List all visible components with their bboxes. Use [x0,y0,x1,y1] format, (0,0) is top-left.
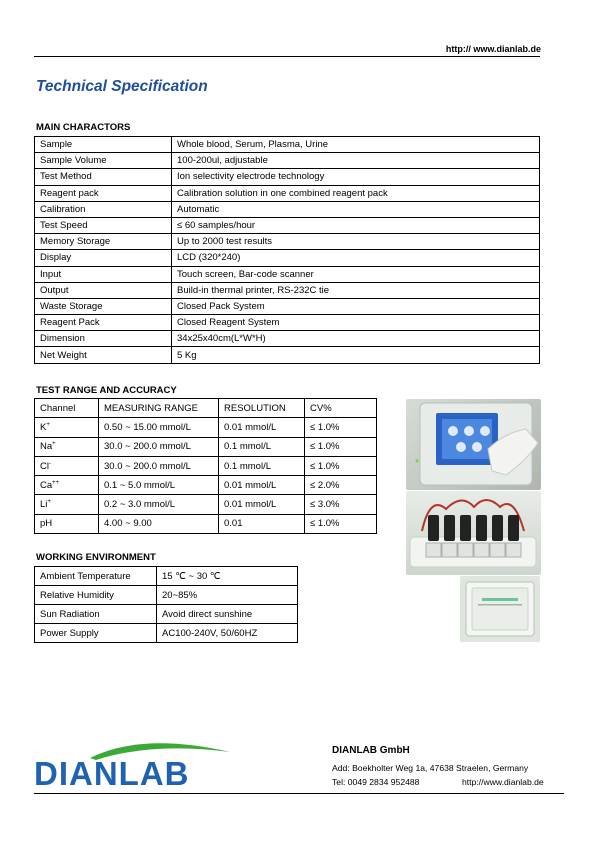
table-row [35,514,377,533]
table-row [35,298,540,314]
resolution-cell: 0.1 mmol/L [219,437,305,456]
spec-label: Display [35,250,172,266]
spec-value: Ion selectivity electrode technology [172,169,540,185]
spec-value: LCD (320*240) [172,250,540,266]
spec-label: Reagent pack [35,185,172,201]
table-row [35,250,540,266]
measuring-range-cell: 4.00 ~ 9.00 [99,514,219,533]
ion-charge: - [48,460,51,467]
measuring-range-cell: 0.2 ~ 3.0 mmol/L [99,495,219,514]
spec-value: 100-200ul, adjustable [172,153,540,169]
table-row [35,234,540,250]
main-characteristics-heading: MAIN CHARACTORS [36,122,131,133]
table-row [35,201,540,217]
company-address: Add: Boekholter Weg 1a, 47638 Straelen, Germany [332,763,529,773]
measuring-range-cell: 0.50 ~ 15.00 mmol/L [99,418,219,437]
working-environment-table [34,566,298,643]
resolution-cell: 0.01 mmol/L [219,495,305,514]
spec-label: Reagent Pack [35,315,172,331]
channel-cell [35,495,99,514]
resolution-cell: 0.01 mmol/L [219,418,305,437]
table-row [35,266,540,282]
spec-value: Build-in thermal printer, RS-232C tie [172,282,540,298]
spec-value: ≤ 60 samples/hour [172,217,540,233]
cv-cell: ≤ 1.0% [305,437,377,456]
resolution-cell: 0.01 [219,514,305,533]
spec-label: Test Method [35,169,172,185]
test-range-heading: TEST RANGE AND ACCURACY [36,385,177,396]
spec-value: Touch screen, Bar-code scanner [172,266,540,282]
cv-cell: ≤ 1.0% [305,456,377,475]
spec-label: Net Weight [35,347,172,363]
env-label: Relative Humidity [35,586,157,605]
env-value: 15 ℃ ~ 30 ℃ [157,567,298,586]
measuring-range-cell: 30.0 ~ 200.0 mmol/L [99,437,219,456]
resolution-cell: 0.01 mmol/L [219,476,305,495]
table-row [35,437,377,456]
cv-cell: ≤ 1.0% [305,514,377,533]
header-measuring-range: MEASURING RANGE [99,399,219,418]
table-header-row [35,399,377,418]
cv-cell: ≤ 3.0% [305,495,377,514]
channel-cell [35,456,99,475]
env-value: AC100-240V, 50/60HZ [157,624,298,643]
table-row [35,456,377,475]
reagent-pack-photo [460,576,540,642]
header-cv: CV% [305,399,377,418]
dianlab-logo [32,738,236,788]
table-row [35,153,540,169]
ion-symbol: Ca [40,479,53,491]
env-label: Power Supply [35,624,157,643]
main-characteristics-table [34,136,540,364]
spec-value: Calibration solution in one combined reagent pack [172,185,540,201]
ion-symbol: K [40,421,47,433]
cv-cell: ≤ 2.0% [305,476,377,495]
header-divider [34,56,540,57]
env-value: Avoid direct sunshine [157,605,298,624]
page-title: Technical Specification [36,78,208,95]
footer-divider [34,793,564,794]
table-row [35,476,377,495]
spec-value: Closed Reagent System [172,315,540,331]
table-row [35,624,298,643]
spec-label: Input [35,266,172,282]
ion-symbol: Li [40,499,48,511]
spec-value: 34x25x40cm(L*W*H) [172,331,540,347]
table-row [35,567,298,586]
table-row [35,347,540,363]
spec-label: Sample Volume [35,153,172,169]
spec-label: Calibration [35,201,172,217]
table-row [35,315,540,331]
ion-charge: ++ [52,479,60,486]
table-row [35,185,540,201]
table-row [35,169,540,185]
svg-text:DIANLAB: DIANLAB [34,755,190,788]
table-row [35,331,540,347]
channel-cell [35,476,99,495]
env-label: Sun Radiation [35,605,157,624]
ion-charge: + [47,498,51,505]
spec-value: Up to 2000 test results [172,234,540,250]
spec-value: 5 Kg [172,347,540,363]
channel-cell [35,418,99,437]
spec-value: Automatic [172,201,540,217]
company-phone: Tel: 0049 2834 952488 [332,777,420,787]
company-name: DIANLAB GmbH [332,745,410,756]
working-environment-heading: WORKING ENVIRONMENT [36,552,156,563]
table-row [35,586,298,605]
table-row [35,495,377,514]
resolution-cell: 0.1 mmol/L [219,456,305,475]
spec-label: Test Speed [35,217,172,233]
env-value: 20~85% [157,586,298,605]
ion-charge: + [46,421,50,428]
spec-value: Closed Pack System [172,298,540,314]
measuring-range-cell: 0.1 ~ 5.0 mmol/L [99,476,219,495]
spec-label: Sample [35,137,172,153]
spec-label: Output [35,282,172,298]
ion-symbol: Na [40,441,53,453]
table-row [35,605,298,624]
company-website[interactable]: http://www.dianlab.de [462,777,544,787]
table-row [35,217,540,233]
env-label: Ambient Temperature [35,567,157,586]
channel-cell [35,437,99,456]
measuring-range-cell: 30.0 ~ 200.0 mmol/L [99,456,219,475]
table-row [35,137,540,153]
ion-symbol: Cl [40,460,49,472]
spec-value: Whole blood, Serum, Plasma, Urine [172,137,540,153]
ion-charge: + [52,441,56,448]
channel-cell [35,514,99,533]
electrode-module-photo [406,491,541,575]
table-row [35,418,377,437]
spec-label: Memory Storage [35,234,172,250]
header-url[interactable]: http:// www.dianlab.de [445,44,541,54]
header-resolution: RESOLUTION [219,399,305,418]
analyzer-touchscreen-photo [406,399,541,490]
header-channel: Channel [35,399,99,418]
cv-cell: ≤ 1.0% [305,418,377,437]
spec-label: Dimension [35,331,172,347]
test-range-table [34,398,377,534]
spec-label: Waste Storage [35,298,172,314]
table-row [35,282,540,298]
ion-symbol: pH [40,518,53,530]
